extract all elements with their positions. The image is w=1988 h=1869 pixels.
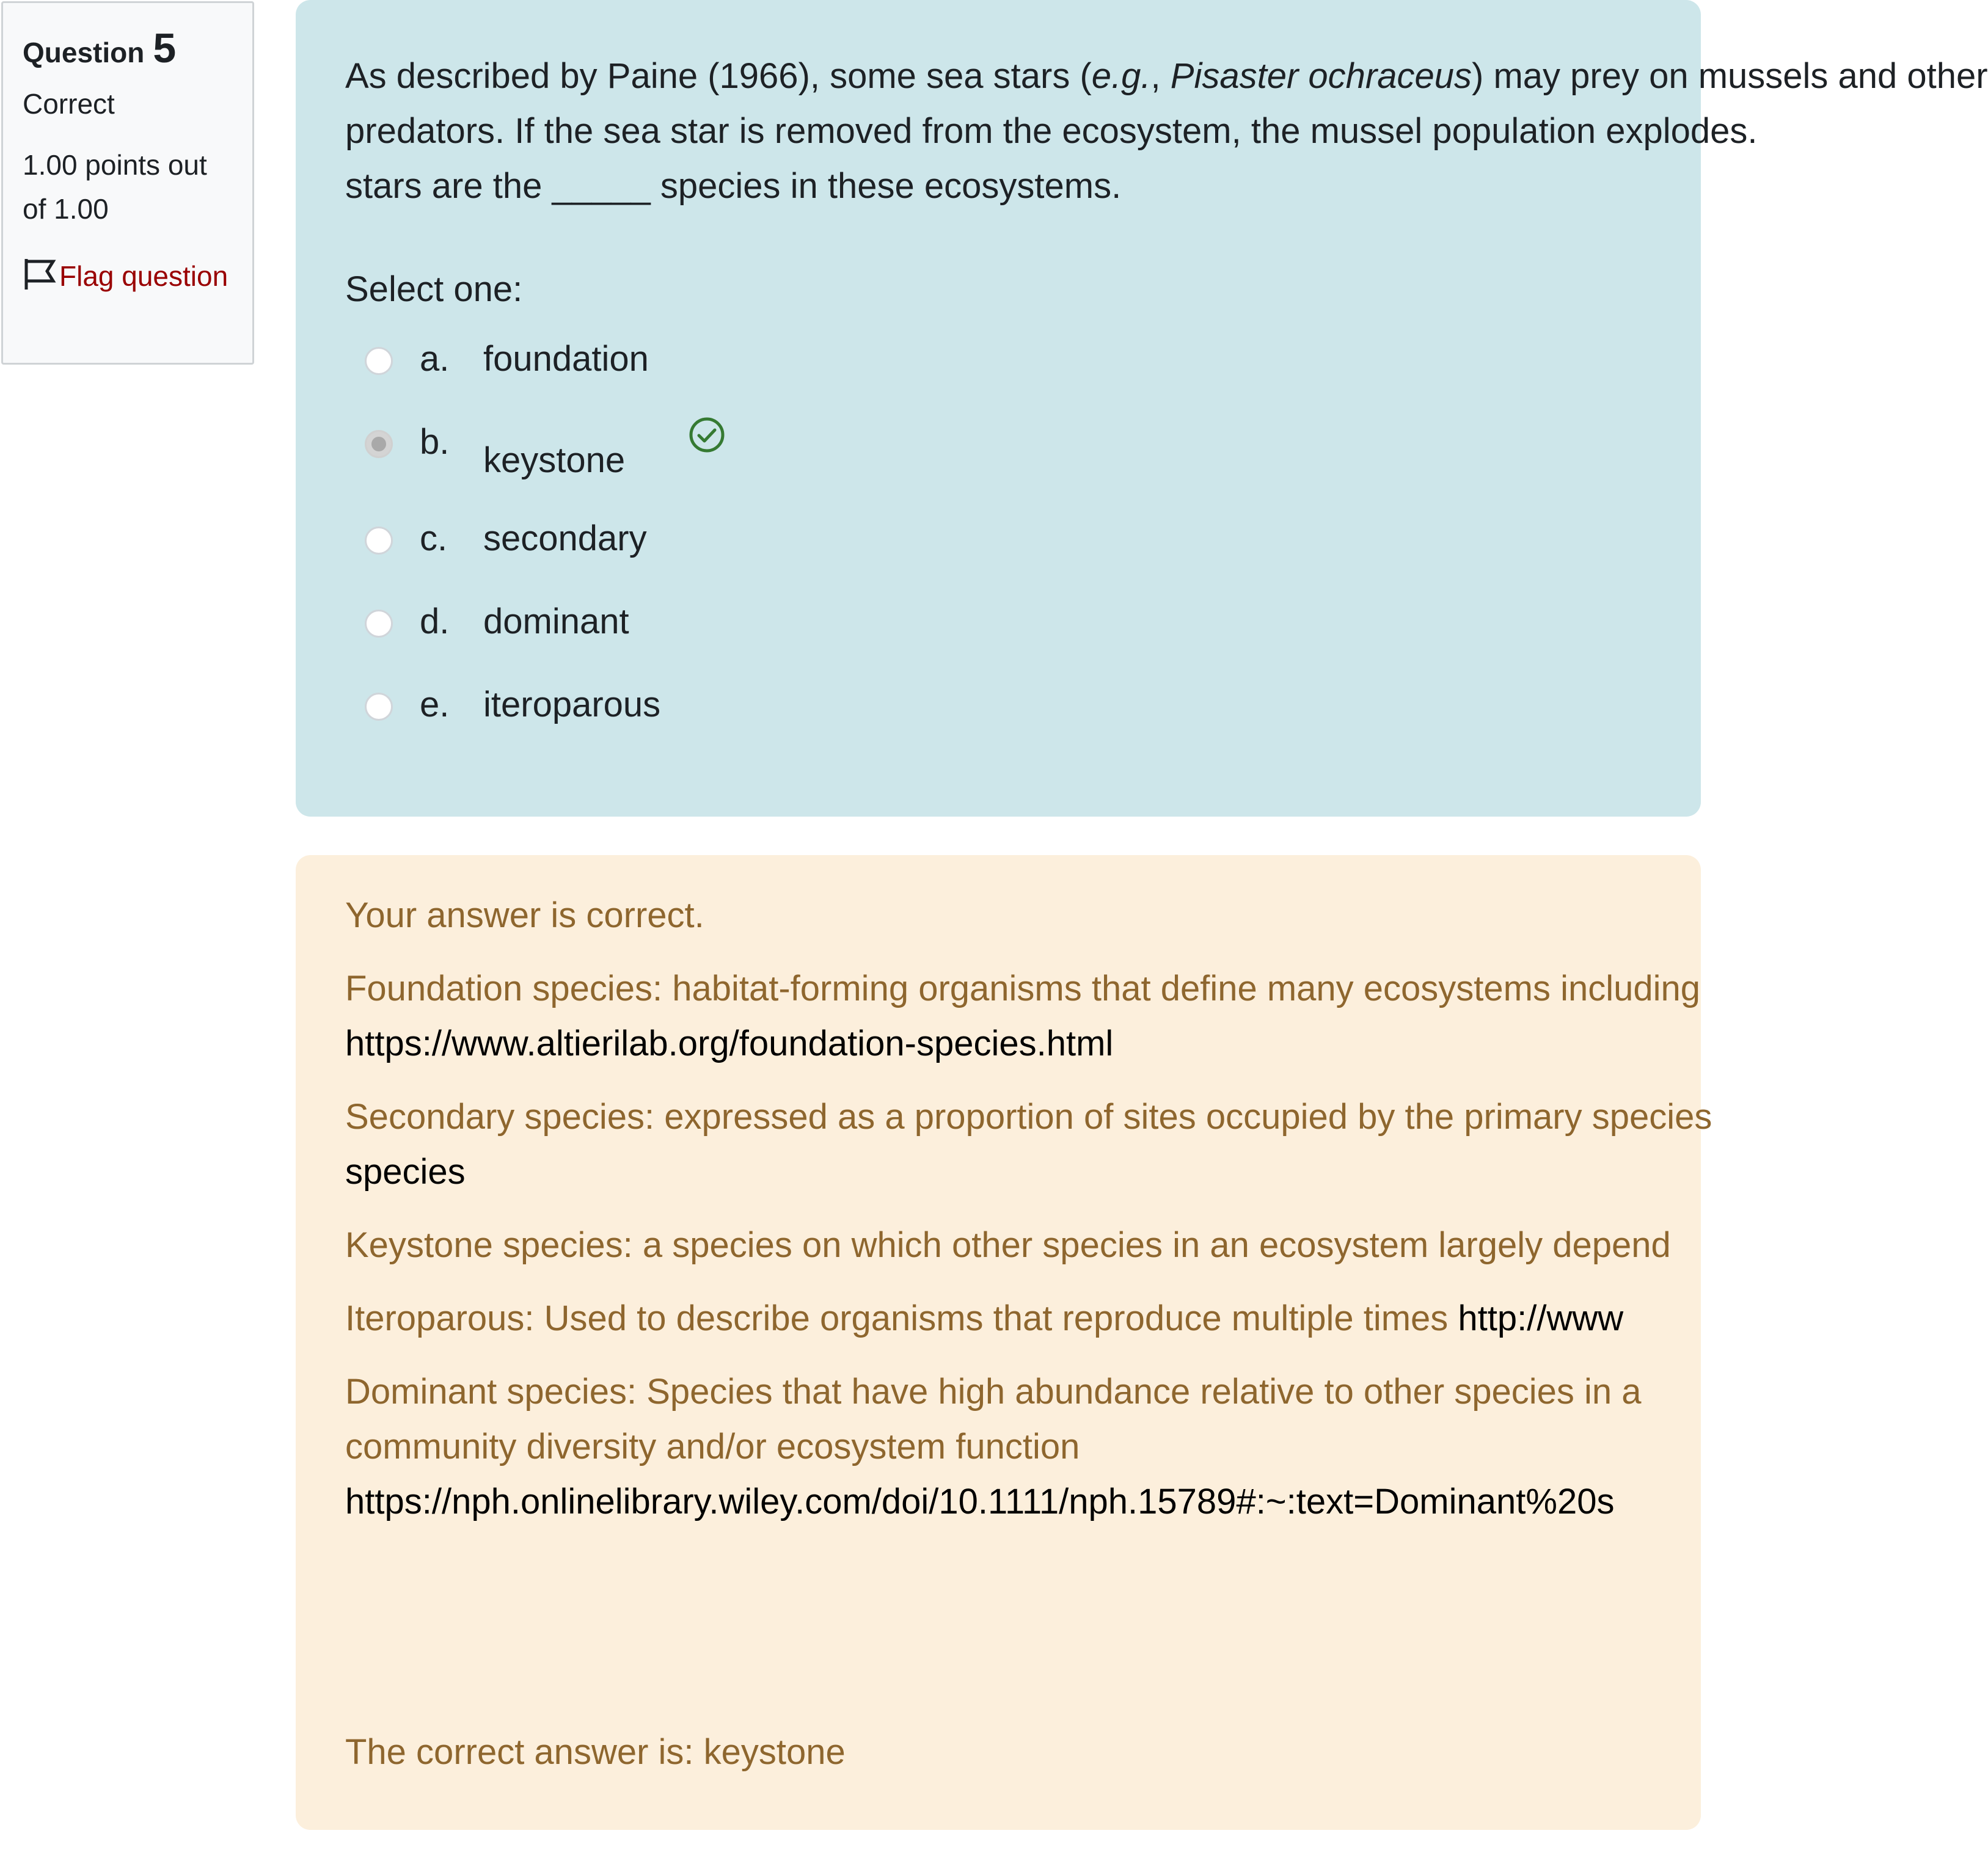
flag-question-link[interactable] [23,254,233,303]
question-info-box [1,1,254,365]
secondary-feedback [345,1090,1712,1200]
correct-answer-text: The correct answer is: keystone [345,1732,846,1772]
answer-option-c[interactable] [345,508,1701,591]
species-name-italic: Pisaster ochraceus [1170,56,1472,96]
foundation-feedback [345,961,1701,1071]
question-content-card [296,0,1988,817]
dominant-definition-line-1: Dominant species: Species that have high abundance relative to other species in a [345,1372,1642,1412]
option-label: dominant [483,602,629,641]
question-text-line-1 [345,49,1988,104]
radio-option-b[interactable] [365,430,393,458]
check-circle-icon [687,415,726,457]
question-grade: 1.00 points out of 1.00 [23,148,207,225]
radio-option-c[interactable] [365,526,393,555]
dominant-definition-line-2: community diversity and/or ecosystem function [345,1427,1080,1466]
question-text-line-3: stars are the _____ species in these ecosystems. [345,166,1122,206]
question-label: Question [23,37,145,68]
dominant-feedback [345,1364,1701,1529]
option-letter: c. [420,519,448,558]
radio-option-a[interactable] [365,347,393,375]
general-feedback: Your answer is correct. [345,895,704,935]
radio-option-e[interactable] [365,693,393,721]
question-text-part: , [1150,56,1171,96]
foundation-definition: Foundation species: habitat-forming organisms that define many ecosystems including [345,969,1701,1008]
answer-option-a[interactable] [345,329,1701,412]
question-state: Correct [23,87,115,120]
radio-option-d[interactable] [365,610,393,638]
option-letter: e. [420,685,450,724]
option-label: iteroparous [483,685,661,724]
question-text-italic: e.g. [1091,56,1151,96]
question-text-line-2: predators. If the sea star is removed from the ecosystem, the mussel population explodes. [345,111,1758,151]
option-letter: a. [420,339,450,379]
flag-icon [23,257,57,303]
answer-option-e[interactable] [345,674,1701,757]
flag-question-label: Flag question [59,260,228,292]
question-number: 5 [153,25,177,71]
iteroparous-link[interactable]: http://www [1458,1299,1624,1338]
option-label: secondary [483,519,647,558]
option-label: foundation [483,339,649,379]
select-one-prompt: Select one: [345,269,523,309]
feedback-card [296,855,1712,1830]
iteroparous-feedback [345,1291,1701,1346]
secondary-link[interactable]: species [345,1152,466,1192]
iteroparous-definition: Iteroparous: Used to describe organisms that reproduce multiple times [345,1299,1458,1338]
question-text [345,49,1988,214]
question-number-heading [23,24,233,74]
answer-option-d[interactable] [345,591,1701,674]
keystone-feedback: Keystone species: a species on which other species in an ecosystem largely depend [345,1225,1671,1265]
answer-option-b[interactable] [345,412,1701,508]
question-text-part: As described by Paine (1966), some sea stars ( [345,56,1092,96]
question-text-part: ) may prey on mussels and other [1472,56,1988,96]
foundation-link[interactable]: https://www.altierilab.org/foundation-species.html [345,1024,1114,1063]
dominant-link[interactable]: https://nph.onlinelibrary.wiley.com/doi/10.1111/nph.15789#:~:text=Dominant%20s [345,1482,1615,1521]
option-letter: b. [420,422,450,462]
option-letter: d. [420,602,450,641]
option-label: keystone [483,440,626,480]
answer-options [345,329,1701,757]
secondary-definition: Secondary species: expressed as a proportion of sites occupied by the primary species [345,1097,1712,1137]
